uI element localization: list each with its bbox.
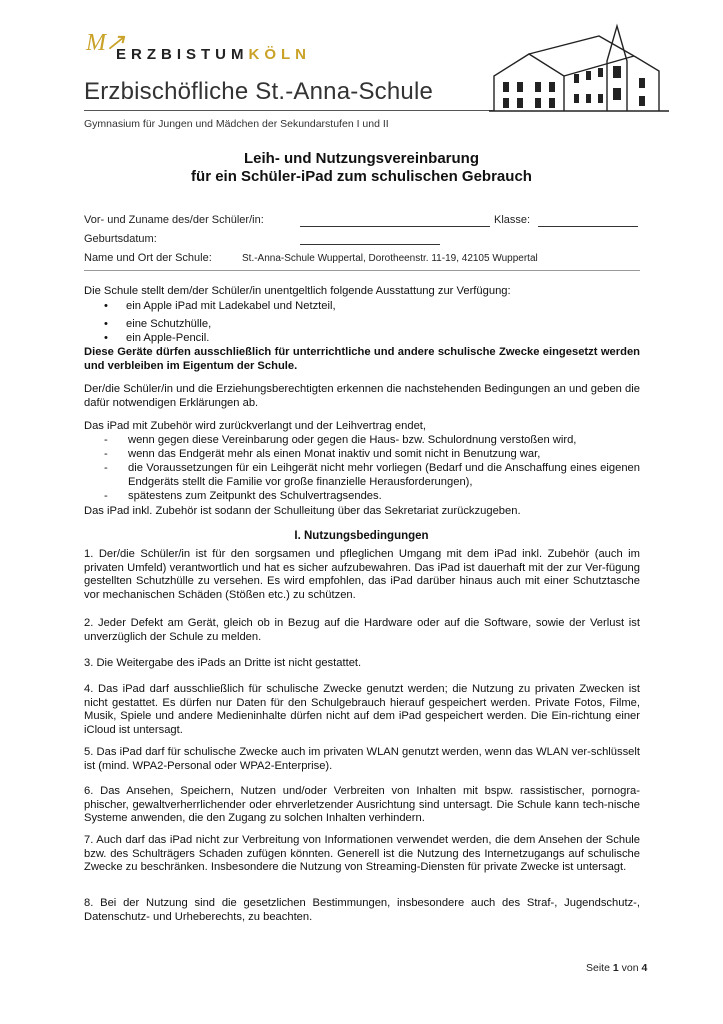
- logo-erz-text: ERZBISTUM: [116, 46, 249, 63]
- school-building-logo: [489, 16, 669, 116]
- list-item-text: wenn gegen diese Vereinbarung oder gegen die Haus- bzw. Schulordnung verstoßen wird,: [128, 434, 577, 446]
- class-label: Klasse:: [494, 214, 531, 226]
- return-intro: Das iPad mit Zubehör wird zurückverlangt und der Leihvertrag endet,: [84, 420, 427, 432]
- name-label: Vor- und Zuname des/der Schüler/in:: [84, 214, 264, 226]
- rule-6: 6. Das Ansehen, Speichern, Nutzen und/oder Verbreiten von Inhalten mit bspw. rassistischer, pornogra-phischer, gewaltverherrlichender oder ehrverletzender Ausrichtung sind untersagt. Die Schule kann tech-nische Systeme anwenden, die den Zugang zu solchen Inhalten verhindern.: [84, 785, 640, 825]
- logo-erzbistum: [116, 46, 311, 63]
- rule-7: 7. Auch darf das iPad nicht zur Verbreitung von Informationen verwendet werden, die dem Ansehen der Schule bzw. des Schulträgers Schaden zufügen könnten. Generell ist die Nutzung des Internetzugangs auf schulische Zwecke zu beschränken. Insbesondere die Nutzung von Streaming-Diensten für private Zwecke ist untersagt.: [84, 834, 640, 874]
- list-item-text: spätestens zum Zeitpunkt des Schulvertragsendes.: [128, 490, 382, 502]
- list-item-text: eine Schutzhülle,: [126, 318, 212, 330]
- school-value: St.-Anna-Schule Wuppertal, Dorotheenstr. 11-19, 42105 Wuppertal: [242, 253, 538, 264]
- usage-note: Diese Geräte dürfen ausschließlich für unterrichtliche und andere schulische Zwecke eingesetzt werden und verbleiben im Eigentum der Schule.: [84, 346, 640, 372]
- list-item-text: ein Apple iPad mit Ladekabel und Netzteil,: [126, 300, 336, 312]
- list-item: • ein Apple-Pencil.: [104, 332, 210, 344]
- page-von: von: [621, 962, 639, 974]
- rule-1: 1. Der/die Schüler/in ist für den sorgsamen und pfleglichen Umgang mit dem iPad inkl. Zubehör (auch im privaten Umfeld) verantwortlich und hat es sicher aufzubewahren. Das iPad ist dauerhaft mit der zur Ver-fügung gestellten Schutzhülle zu versehen. Es wird empfohlen, das iPad darüber hinaus auch mit einer Schutztasche vor mechanischen Schäden (Stößen etc.) zu schützen.: [84, 548, 640, 601]
- list-item-text: wenn das Endgerät mehr als einen Monat inaktiv und somit nicht in Benutzung war,: [128, 448, 541, 460]
- list-item-text: ein Apple-Pencil.: [126, 332, 210, 344]
- page-seite: Seite: [586, 962, 610, 974]
- logo-mark: M↗: [86, 30, 125, 56]
- class-field[interactable]: [538, 226, 638, 227]
- list-item: - spätestens zum Zeitpunkt des Schulvertragsendes.: [104, 490, 640, 504]
- list-item: • ein Apple iPad mit Ladekabel und Netzteil,: [104, 300, 336, 312]
- list-item: - wenn gegen diese Vereinbarung oder gegen die Haus- bzw. Schulordnung verstoßen wird,: [104, 434, 640, 448]
- page-current: 1: [612, 962, 619, 974]
- dob-label: Geburtsdatum:: [84, 233, 157, 245]
- intro-text: Die Schule stellt dem/der Schüler/in unentgeltlich folgende Ausstattung zur Verfügung:: [84, 285, 511, 297]
- section-title: I. Nutzungsbedingungen: [294, 530, 429, 542]
- acknowledgement-text: Der/die Schüler/in und die Erziehungsberechtigten erkennen die nachstehenden Bedingungen an und geben die dafür notwendigen Erklärungen ab.: [84, 383, 640, 409]
- logo-koeln-text: KÖLN: [248, 46, 311, 63]
- return-outro: Das iPad inkl. Zubehör ist sodann der Schulleitung über das Sekretariat zurückzugeben.: [84, 505, 521, 517]
- doc-title-line1: Leih- und Nutzungsvereinbarung: [244, 150, 479, 167]
- page-total: 4: [641, 962, 648, 974]
- dob-field[interactable]: [300, 244, 440, 245]
- list-item: • eine Schutzhülle,: [104, 318, 212, 330]
- school-subtitle: Gymnasium für Jungen und Mädchen der Sekundarstufen I und II: [84, 118, 389, 130]
- form-divider: [84, 270, 640, 271]
- list-item-text: die Voraussetzungen für ein Leihgerät nicht mehr vorliegen (Bedarf und die Anschaffung eines eigenen Endgeräts stellt die Familie vor große finanzielle Herausforderungen),: [128, 462, 640, 488]
- rule-4: 4. Das iPad darf ausschließlich für schulische Zwecke genutzt werden; die Nutzung zu privaten Zwecken ist nicht gestattet. Es dürfen nur Daten für den Schulgebrauch hierauf gespeichert werden. Private Fotos, Filme, Musik, Spiele und andere Medieninhalte dürfen nicht auf dem iPad gespeichert werden. Die Ein-richtung einer iCloud ist untersagt.: [84, 683, 640, 736]
- rule-2: 2. Jeder Defekt am Gerät, gleich ob in Bezug auf die Hardware oder auf die Software, sowie der Verlust ist unverzüglich der Schule zu melden.: [84, 617, 640, 643]
- rule-8: 8. Bei der Nutzung sind die gesetzlichen Bestimmungen, insbesondere auch des Straf-, Jugendschutz-, Datenschutz- und Urheberechts, zu beachten.: [84, 897, 640, 923]
- name-field[interactable]: [300, 226, 490, 227]
- list-item: - wenn das Endgerät mehr als einen Monat inaktiv und somit nicht in Benutzung war,: [104, 448, 640, 462]
- doc-title-line2: für ein Schüler-iPad zum schulischen Gebrauch: [191, 168, 532, 185]
- rule-5: 5. Das iPad darf für schulische Zwecke auch im privaten WLAN genutzt werden, wenn das WLAN ver-schlüsselt ist (mind. WPA2-Personal oder WPA2-Enterprise).: [84, 746, 640, 772]
- school-label: Name und Ort der Schule:: [84, 252, 212, 264]
- page-number: [586, 962, 647, 974]
- list-item: - die Voraussetzungen für ein Leihgerät nicht mehr vorliegen (Bedarf und die Anschaffung eines eigenen Endgeräts stellt die Familie vor große finanzielle Herausforderungen),: [104, 462, 640, 488]
- rule-3: 3. Die Weitergabe des iPads an Dritte ist nicht gestattet.: [84, 657, 362, 669]
- school-name: Erzbischöfliche St.-Anna-Schule: [84, 78, 434, 105]
- header-divider: [84, 110, 494, 111]
